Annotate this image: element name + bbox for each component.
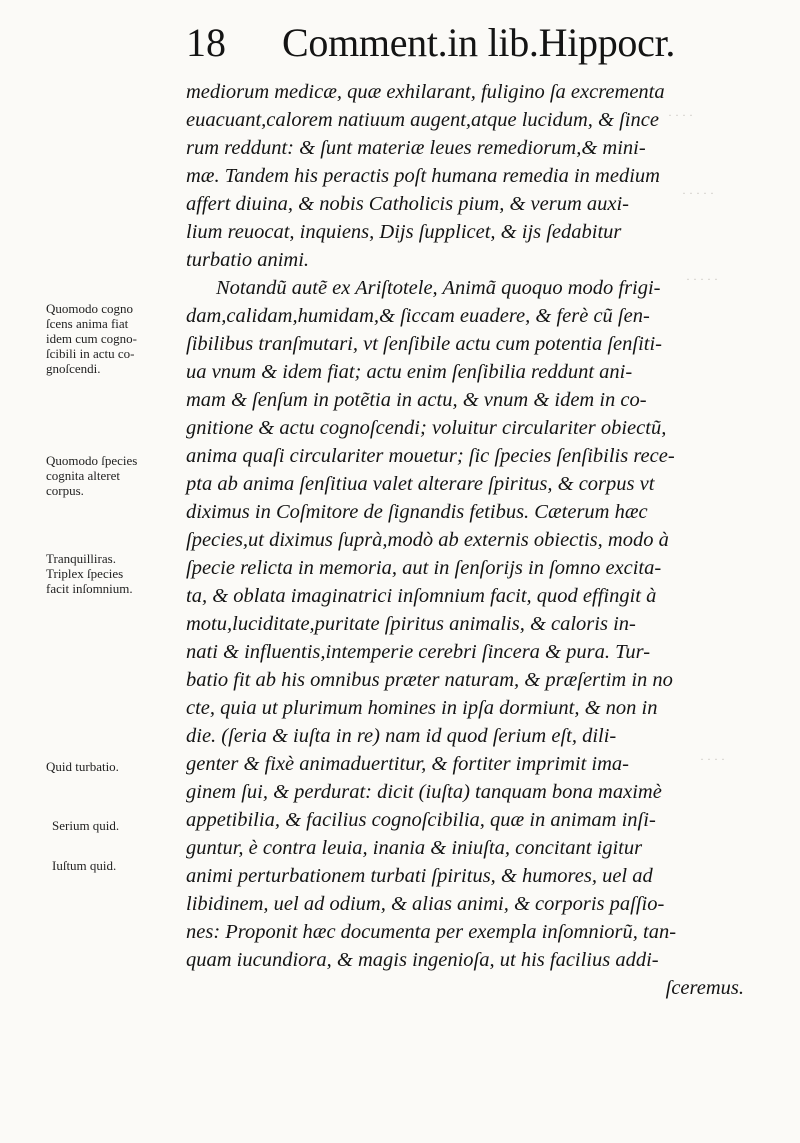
text-line: anima quaſi circulariter mouetur; ſic ſpecies ſenſibilis rece- (186, 445, 675, 467)
show-through-bleed: · · · · · · · · · · · · · · · · · · (668, 108, 725, 766)
text-line: ua vnum & idem fiat; actu enim ſenſibilia reddunt ani- (186, 361, 633, 383)
text-line: quam iucundiora, & magis ingenioſa, ut his facilius addi- (186, 949, 659, 971)
margin-note: Serium quid. (52, 818, 120, 833)
margin-note: Quomodo cogno ſcens anima fiat idem cum cogno- ſcibili in actu co- gnoſcendi. (46, 301, 137, 376)
text-line: ſpecie relicta in memoria, aut in ſenſorijs in ſomno excita- (186, 557, 662, 579)
text-line: lium reuocat, inquiens, Dijs ſupplicet, & ijs ſedabitur (186, 221, 622, 243)
text-line: turbatio animi. (186, 249, 310, 271)
text-line: guntur, è contra leuia, inania & iniuſta, concitant igitur (186, 837, 643, 859)
text-line: batio fit ab his omnibus præter naturam, & præſertim in no (186, 669, 673, 691)
text-line: nes: Proponit hæc documenta per exempla inſomniorũ, tan- (186, 921, 677, 943)
text-line: ſceremus. (665, 977, 744, 999)
margin-note: Quid turbatio. (46, 759, 119, 774)
text-line: affert diuina, & nobis Catholicis pium, & verum auxi- (186, 193, 630, 215)
margin-note: Quomodo ſpecies cognita alteret corpus. (46, 453, 138, 498)
text-line: libidinem, uel ad odium, & alias animi, & corporis paſſio- (186, 893, 665, 915)
margin-note: Tranquilliras. Triplex ſpecies facit inſomnium. (46, 551, 133, 596)
text-line: gnitione & actu cognoſcendi; voluitur circulariter obiectũ, (186, 417, 667, 439)
text-line: animi perturbationem turbati ſpiritus, & humores, uel ad (186, 865, 653, 887)
text-line: ta, & oblata imaginatrici inſomnium facit, quod effingit à (186, 585, 657, 607)
text-line: mæ. Tandem his peractis poſt humana remedia in medium (186, 165, 660, 187)
text-line: ginem ſui, & perdurat: dicit (iuſta) tanquam bona maximè (186, 781, 662, 803)
text-line: Notandũ autẽ ex Ariſtotele, Animã quoquo modo frigi- (216, 277, 661, 299)
text-line: appetibilia, & facilius cognoſcibilia, quæ in animam inſi- (186, 809, 656, 831)
text-line: motu,luciditate,puritate ſpiritus animalis, & caloris in- (186, 613, 636, 635)
body-text (186, 78, 772, 1002)
text-line: dam,calidam,humidam,& ſiccam euadere, & ferè cũ ſen- (186, 305, 650, 327)
margin-note: Iuſtum quid. (52, 858, 117, 873)
text-line: pta ab anima ſenſitiua valet alterare ſpiritus, & corpus vt (186, 473, 655, 495)
text-line: genter & fixè animaduertitur, & fortiter imprimit ima- (186, 753, 630, 775)
running-head (0, 18, 800, 68)
text-line: mam & ſenſum in potẽtia in actu, & vnum & idem in co- (186, 389, 647, 411)
page-number: 18 (186, 20, 226, 65)
text-line: ſpecies,ut diximus ſuprà,modò ab externis obiectis, modo à (186, 529, 669, 551)
text-line: euacuant,calorem natiuum augent,atque lucidum, & ſince (186, 109, 659, 131)
text-line: die. (ſeria & iuſta in re) nam id quod ſerium eſt, dili- (186, 725, 617, 747)
text-line: diximus in Coſmitore de ſignandis fetibus. Cæterum hæc (186, 501, 648, 523)
running-title: Comment.in lib.Hippocr. (282, 20, 676, 65)
text-line: ſibilibus tranſmutari, vt ſenſibile actu cum potentia ſenſiti- (186, 333, 663, 355)
text-line: cte, quia ut plurimum homines in ipſa dormiunt, & non in (186, 697, 658, 719)
text-line: mediorum medicæ, quæ exhilarant, fuligino ſa excrementa (186, 81, 665, 103)
text-line: rum reddunt: & ſunt materiæ leues remediorum,& mini- (186, 137, 646, 159)
text-line: nati & influentis,intemperie cerebri ſincera & pura. Tur- (186, 641, 651, 663)
